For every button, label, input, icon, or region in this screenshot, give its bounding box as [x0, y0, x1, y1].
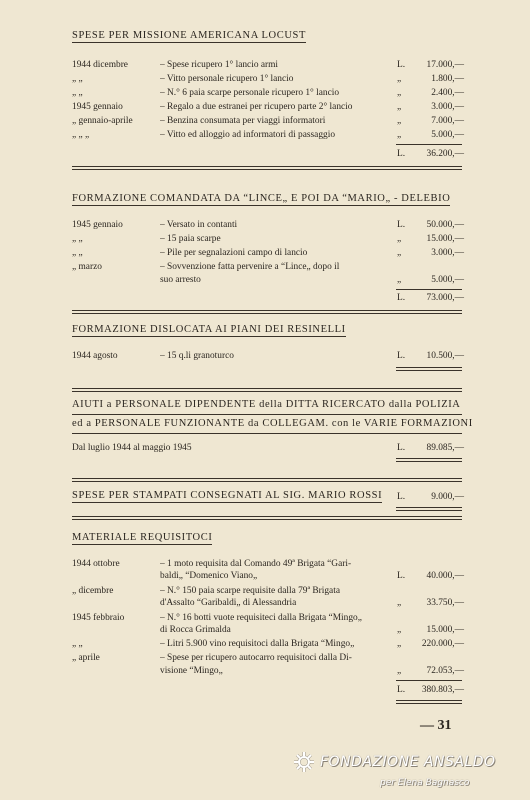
section-title-materiale: MATERIALE REQUISITOCI: [72, 532, 213, 543]
table-row: Dal luglio 1944 al maggio 1945 L. 89.085,—: [72, 443, 464, 453]
table-row: 1945 febbraio – N.° 16 botti vuote requisiteci dalla Brigata “Mingo„: [72, 613, 362, 623]
total-rule: [396, 458, 462, 462]
section-total: L. 36.200,—: [397, 149, 464, 159]
footer-credit: per Elena Bagnasco: [380, 778, 470, 788]
total-rule: [396, 507, 462, 511]
section-title-lince: FORMAZIONE COMANDATA DA “LINCE„ E POI DA “MARIO„ - DELEBIO: [72, 193, 451, 204]
table-row: „ „ – Pile per segnalazioni campo di lancio „ 3.000,—: [72, 248, 464, 258]
fondazione-logo-icon: [292, 750, 316, 774]
table-row: „ dicembre – N.° 150 paia scarpe requisite dalla 79ª Brigata: [72, 586, 340, 596]
footer-brand: FONDAZIONE ANSALDO: [320, 754, 496, 770]
section-separator: [72, 516, 462, 520]
heading-underline: [72, 414, 462, 415]
table-row: visione “Mingo„ „ 72.053,—: [160, 666, 464, 676]
section-separator: [72, 388, 462, 392]
subtotal-rule: [396, 680, 462, 681]
table-row: 1945 gennaio – Regalo a due estranei per ricupero parte 2° lancio „ 3.000,—: [72, 102, 464, 112]
section-total: L. 380.803,—: [397, 685, 464, 695]
section-separator: [72, 166, 462, 170]
table-row: 1944 ottobre – 1 moto requisita dal Comando 49ª Brigata “Gari-: [72, 559, 352, 569]
table-row: 1944 agosto – 15 q.li granoturco L. 10.500,—: [72, 351, 464, 361]
heading-underline: [72, 433, 462, 434]
section-separator: [72, 478, 462, 482]
total-rule: [396, 700, 462, 704]
table-row: „ „ – 15 paia scarpe „ 15.000,—: [72, 234, 464, 244]
table-row: „ „ – N.° 6 paia scarpe personale ricupero 1° lancio „ 2.400,—: [72, 88, 464, 98]
subtotal-rule: [396, 144, 462, 145]
table-row: „ gennaio-aprile – Benzina consumata per viaggi informatori „ 7.000,—: [72, 116, 464, 126]
table-row: „ aprile – Spese per ricupero autocarro requisitoci dalla Di-: [72, 653, 352, 663]
section-separator: [72, 310, 462, 314]
section-title-aiuti-line1: AIUTI a PERSONALE DIPENDENTE della DITTA RICERCATO dalla POLIZIA: [72, 399, 461, 410]
section-total: L. 73.000,—: [397, 293, 464, 303]
page-number: — 31: [420, 718, 452, 733]
table-row: „ marzo – Sovvenzione fatta pervenire a “Lince„ dopo il: [72, 262, 340, 272]
table-row: suo arresto „ 5.000,—: [160, 275, 464, 285]
table-row: 1945 gennaio – Versato in contanti L. 50.000,—: [72, 220, 464, 230]
section-title-aiuti-line2: ed a PERSONALE FUNZIONANTE da COLLEGAM. con le VARIE FORMAZIONI: [72, 418, 473, 429]
table-row: 1944 dicembre – Spese ricupero 1° lancio armi L. 17.000,—: [72, 60, 464, 70]
section-title-resinelli: FORMAZIONE DISLOCATA AI PIANI DEI RESINELLI: [72, 324, 346, 335]
table-row: di Rocca Grimalda „ 15.000,—: [160, 625, 464, 635]
table-row: „ „ – Vitto personale ricupero 1° lancio „ 1.800,—: [72, 74, 464, 84]
section-title-stampati: SPESE PER STAMPATI CONSEGNATI AL SIG. MARIO ROSSI: [72, 490, 383, 501]
table-row: baldi„ “Domenico Viano„ L. 40.000,—: [160, 571, 464, 581]
subtotal-rule: [396, 289, 462, 290]
table-row: „ „ „ – Vitto ed alloggio ad informatori di passaggio „ 5.000,—: [72, 130, 464, 140]
table-row: L. 9.000,—: [397, 492, 464, 502]
table-row: d'Assalto “Garibaldi„ di Alessandria „ 33.750,—: [160, 598, 464, 608]
section-title-missione: SPESE PER MISSIONE AMERICANA LOCUST: [72, 30, 306, 41]
total-rule: [396, 367, 462, 371]
table-row: „ „ – Litri 5.900 vino requisitoci dalla Brigata “Mingo„ „ 220.000,—: [72, 639, 464, 649]
